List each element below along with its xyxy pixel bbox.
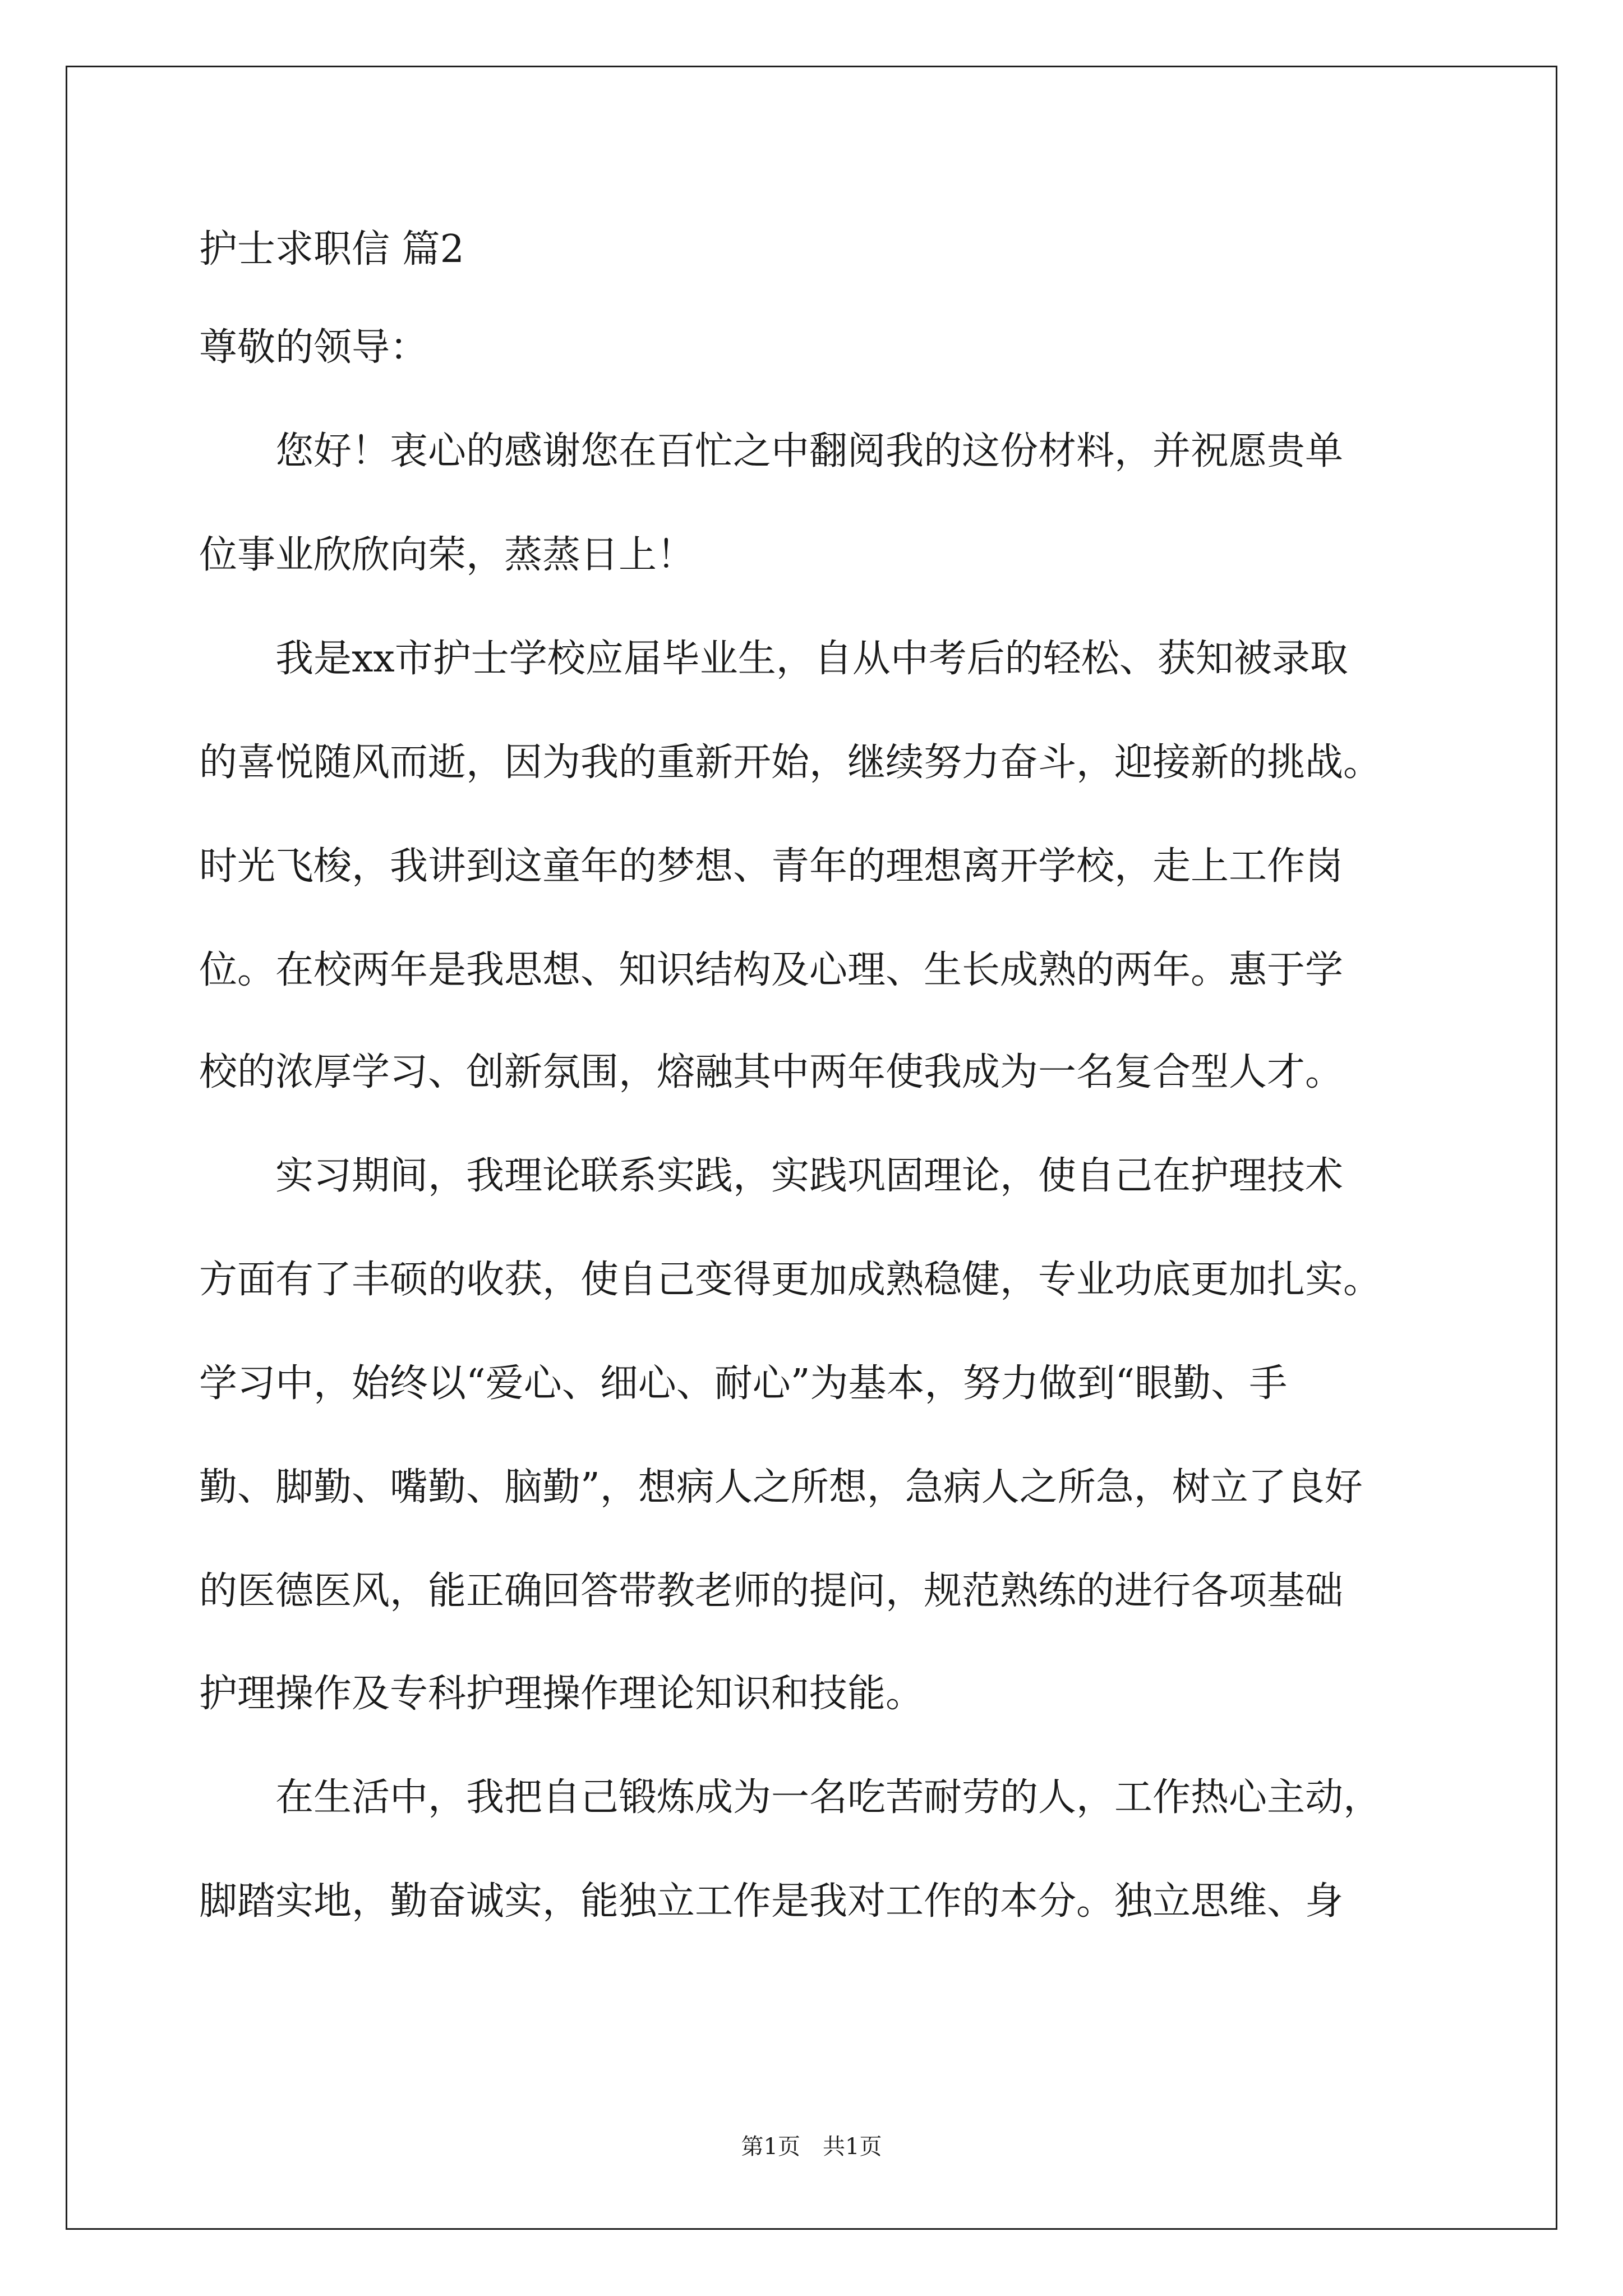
document-title: 护士求职信 篇2 — [199, 227, 464, 272]
body-line: 的喜悦随风而逝，因为我的重新开始，继续努力奋斗，迎接新的挑战。 — [199, 740, 1382, 785]
body-line: 的医德医风，能正确回答带教老师的提问，规范熟练的进行各项基础 — [199, 1569, 1344, 1613]
body-line: 脚踏实地，勤奋诚实，能独立工作是我对工作的本分。独立思维、身 — [199, 1879, 1344, 1924]
body-line: 实习期间，我理论联系实践，实践巩固理论，使自己在护理技术 — [199, 1154, 1344, 1198]
body-line: 您好！衷心的感谢您在百忙之中翻阅我的这份材料，并祝愿贵单 — [199, 429, 1344, 473]
body-line: 我是xx市护士学校应届毕业生，自从中考后的轻松、获知被录取 — [199, 637, 1348, 681]
page-footer: 第1页 共1页 — [741, 2134, 882, 2160]
body-line: 位事业欣欣向荣，蒸蒸日上！ — [199, 533, 695, 577]
salutation: 尊敬的领导： — [199, 325, 428, 370]
body-line: 校的浓厚学习、创新氛围，熔融其中两年使我成为一名复合型人才。 — [199, 1050, 1344, 1094]
body-line: 勤、脚勤、嘴勤、脑勤”，想病人之所想，急病人之所急，树立了良好 — [199, 1465, 1363, 1510]
body-line: 时光飞梭，我讲到这童年的梦想、青年的理想离开学校，走上工作岗 — [199, 844, 1344, 889]
body-line: 方面有了丰硕的收获，使自己变得更加成熟稳健，专业功底更加扎实。 — [199, 1258, 1382, 1302]
body-line: 在生活中，我把自己锻炼成为一名吃苦耐劳的人，工作热心主动， — [199, 1775, 1382, 1820]
body-line: 位。在校两年是我思想、知识结构及心理、生长成熟的两年。惠于学 — [199, 948, 1344, 992]
body-line: 学习中，始终以“爱心、细心、耐心”为基本，努力做到“眼勤、手 — [199, 1361, 1288, 1406]
body-line: 护理操作及专科护理操作理论知识和技能。 — [199, 1672, 924, 1716]
